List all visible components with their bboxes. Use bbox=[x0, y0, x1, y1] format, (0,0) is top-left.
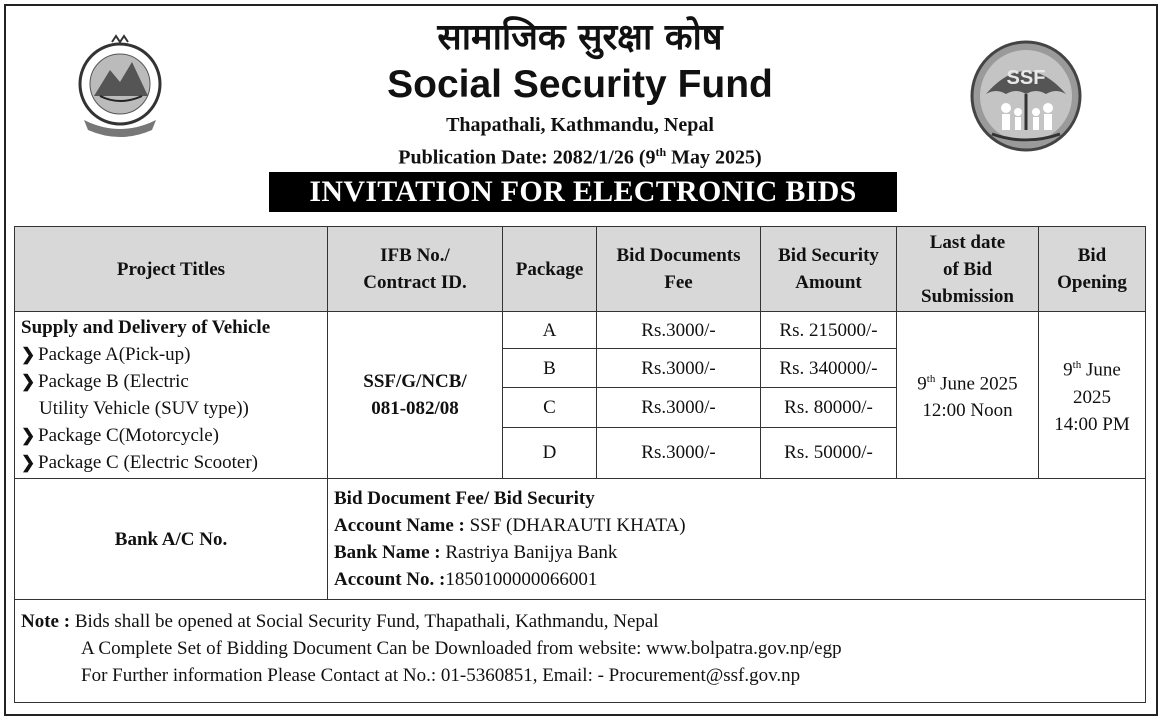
chevron-right-icon: ❯ bbox=[21, 372, 36, 391]
note-cell bbox=[15, 600, 1146, 703]
account-name: Account Name : SSF (DHARAUTI KHATA) bbox=[334, 515, 686, 536]
fee-cell: Rs.3000/- bbox=[597, 312, 761, 349]
package-cell: D bbox=[503, 427, 597, 478]
header-bid-opening: Bid Opening bbox=[1039, 227, 1146, 312]
bank-line-title: Bid Document Fee/ Bid Security bbox=[334, 488, 595, 509]
header-project-titles: Project Titles bbox=[15, 227, 328, 312]
note-line-1: Note : Bids shall be opened at Social Security Fund, Thapathali, Kathmandu, Nepal bbox=[21, 611, 659, 632]
ifb-number: SSF/G/NCB/ 081-082/08 bbox=[328, 312, 503, 479]
header-ifb: IFB No./ Contract ID. bbox=[328, 227, 503, 312]
security-cell: Rs. 215000/- bbox=[761, 312, 897, 349]
package-cell: B bbox=[503, 349, 597, 388]
title-english: Social Security Fund bbox=[387, 63, 773, 106]
package-cell: C bbox=[503, 388, 597, 427]
package-cell: A bbox=[503, 312, 597, 349]
bank-name: Bank Name : Rastriya Banijya Bank bbox=[334, 542, 618, 563]
invitation-banner: INVITATION FOR ELECTRONIC BIDS bbox=[269, 172, 897, 212]
publication-date: Publication Date: 2082/1/26 (9th May 2025) bbox=[398, 145, 762, 169]
project-cell bbox=[15, 312, 328, 479]
note-line-3: For Further information Please Contact at No.: 01-5360851, Email: - Procurement@ssf.gov.np bbox=[81, 665, 801, 686]
header-package: Package bbox=[503, 227, 597, 312]
fee-cell: Rs.3000/- bbox=[597, 388, 761, 427]
table-header-row bbox=[15, 227, 1146, 312]
list-item: ❯ Package A(Pick-up) bbox=[21, 341, 321, 368]
fee-cell: Rs.3000/- bbox=[597, 427, 761, 478]
list-item: ❯ Package C(Motorcycle) bbox=[21, 422, 321, 449]
bank-label: Bank A/C No. bbox=[15, 479, 328, 600]
chevron-right-icon: ❯ bbox=[21, 426, 36, 445]
security-cell: Rs. 50000/- bbox=[761, 427, 897, 478]
header-bid-security: Bid Security Amount bbox=[761, 227, 897, 312]
security-cell: Rs. 80000/- bbox=[761, 388, 897, 427]
list-item: ❯ Package C (Electric Scooter) bbox=[21, 449, 321, 476]
project-title: Supply and Delivery of Vehicle bbox=[21, 317, 271, 338]
chevron-right-icon: ❯ bbox=[21, 453, 36, 472]
header-last-date: Last date of Bid Submission bbox=[897, 227, 1039, 312]
chevron-right-icon: ❯ bbox=[21, 345, 36, 364]
security-cell: Rs. 340000/- bbox=[761, 349, 897, 388]
list-item-continuation: Utility Vehicle (SUV type)) bbox=[39, 398, 249, 419]
address: Thapathali, Kathmandu, Nepal bbox=[446, 114, 714, 136]
bank-details bbox=[328, 479, 1146, 600]
table-row bbox=[15, 312, 1146, 349]
bank-row bbox=[15, 479, 1146, 600]
ssf-logo-text: SSF bbox=[1006, 67, 1046, 89]
fee-cell: Rs.3000/- bbox=[597, 349, 761, 388]
note-row bbox=[15, 600, 1146, 703]
title-nepali: सामाजिक सुरक्षा कोष bbox=[437, 17, 723, 58]
header-bid-fee: Bid Documents Fee bbox=[597, 227, 761, 312]
list-item: ❯ Package B (Electric bbox=[21, 368, 321, 395]
last-date-cell: 9th June 2025 12:00 Noon bbox=[897, 312, 1039, 479]
note-line-2: A Complete Set of Bidding Document Can be Downloaded from website: www.bolpatra.gov.np/egp bbox=[81, 638, 842, 659]
bids-table bbox=[14, 226, 1146, 703]
account-number: Account No. :1850100000066001 bbox=[334, 569, 598, 590]
opening-date-cell: 9th June 2025 14:00 PM bbox=[1039, 312, 1146, 479]
